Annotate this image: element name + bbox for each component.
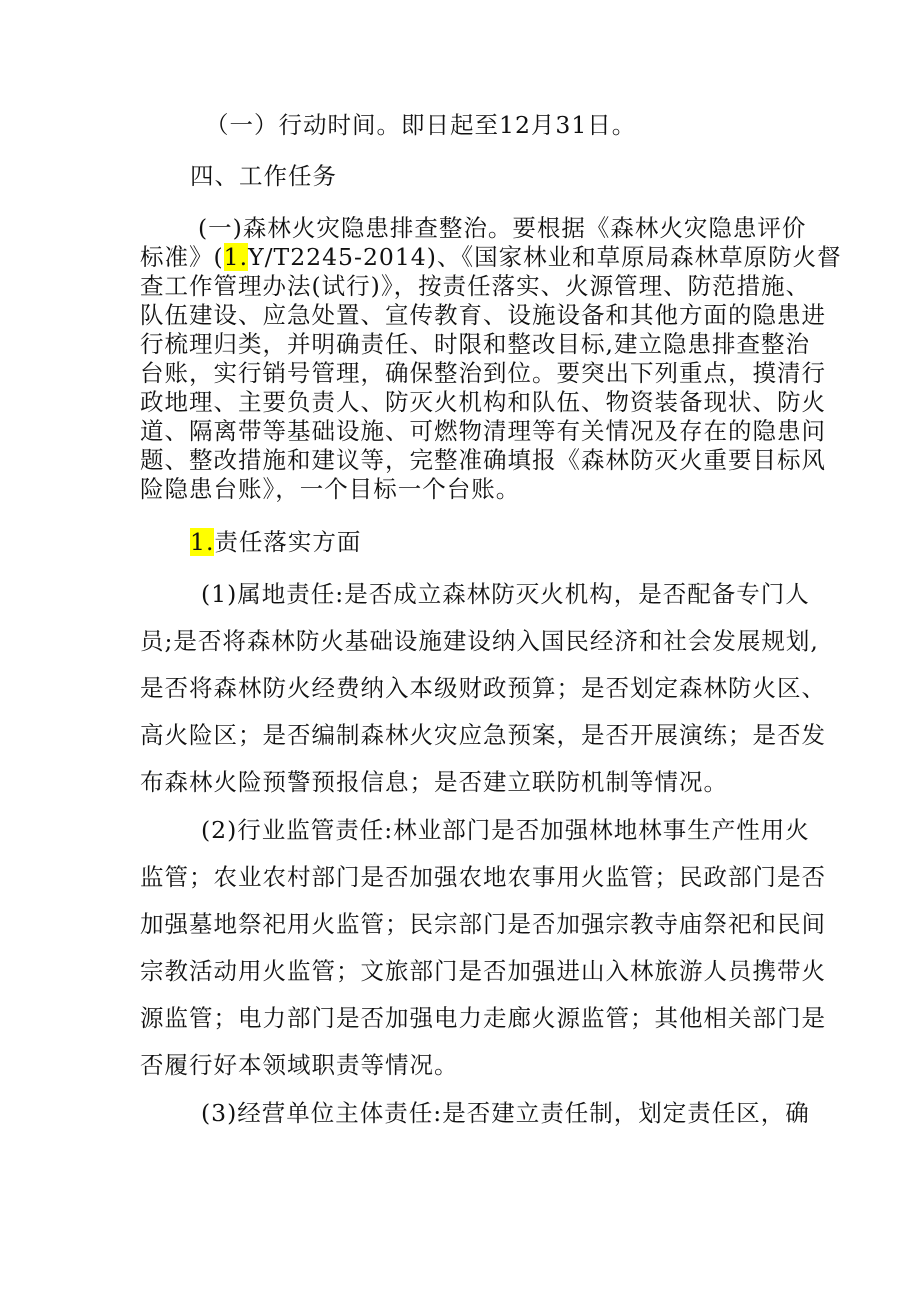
sub-heading-text: 责任落实方面	[214, 528, 362, 556]
task1-line: 台账，实行销号管理，确保整治到位。要突出下列重点，摸清行	[140, 359, 826, 387]
task1-line: 行梳理归类，并明确责任、时限和整改目标,建立隐患排查整治	[140, 330, 810, 358]
section-heading-tasks: 四、工作任务	[190, 162, 337, 190]
task1-line: 政地理、主要负责人、防灭火机构和队伍、物资装备现状、防火	[140, 388, 826, 416]
task1-line: 队伍建设、应急处置、宣传教育、设施设备和其他方面的隐患进	[140, 301, 826, 329]
item1-line: 员;是否将森林防火基础设施建设纳入国民经济和社会发展规划,	[140, 627, 819, 655]
item3-line: (3)经营单位主体责任:是否建立责任制，划定责任区，确	[201, 1099, 810, 1127]
task1-line: 查工作管理办法(试行)》，按责任落实、火源管理、防范措施、	[140, 272, 811, 300]
item1-line: (1)属地责任:是否成立森林防灭火机构，是否配备专门人	[201, 580, 810, 608]
sub-heading-responsibility	[190, 523, 361, 557]
item2-line: 宗教活动用火监管；文旅部门是否加强进山入林旅游人员携带火	[140, 957, 826, 985]
highlighted-text: 1.	[223, 243, 249, 271]
action-time-line: （一）行动时间。即日起至12月31日。	[205, 111, 637, 139]
item1-line: 高火险区；是否编制森林火灾应急预案，是否开展演练；是否发	[140, 721, 826, 749]
item1-line: 是否将森林防火经费纳入本级财政预算；是否划定森林防火区、	[140, 674, 826, 702]
task1-text: Y/T2245-2014)、《国家林业和草原局森林草原防火督	[248, 243, 842, 271]
item2-line: 否履行好本领域职责等情况。	[140, 1051, 459, 1079]
item2-line: 加强墓地祭祀用火监管；民宗部门是否加强宗教寺庙祭祀和民间	[140, 910, 826, 938]
task1-line: 道、隔离带等基础设施、可燃物清理等有关情况及存在的隐患问	[140, 417, 826, 445]
task1-text: 标准》(	[140, 243, 224, 271]
item2-line: (2)行业监管责任:林业部门是否加强林地林事生产性用火	[201, 816, 810, 844]
task1-line: 险隐患台账》，一个目标一个台账。	[140, 475, 521, 503]
item2-line: 监管；农业农村部门是否加强农地农事用火监管；民政部门是否	[140, 863, 826, 891]
task1-line: 题、整改措施和建议等，完整准确填报《森林防灭火重要目标风	[140, 446, 826, 474]
item1-line: 布森林火险预警预报信息；是否建立联防机制等情况。	[140, 768, 728, 796]
task1-line: (一)森林火灾隐患排查整治。要根据《森林火灾隐患评价	[198, 214, 807, 242]
highlighted-text: 1.	[190, 528, 215, 556]
item2-line: 源监管；电力部门是否加强电力走廊火源监管；其他相关部门是	[140, 1004, 826, 1032]
